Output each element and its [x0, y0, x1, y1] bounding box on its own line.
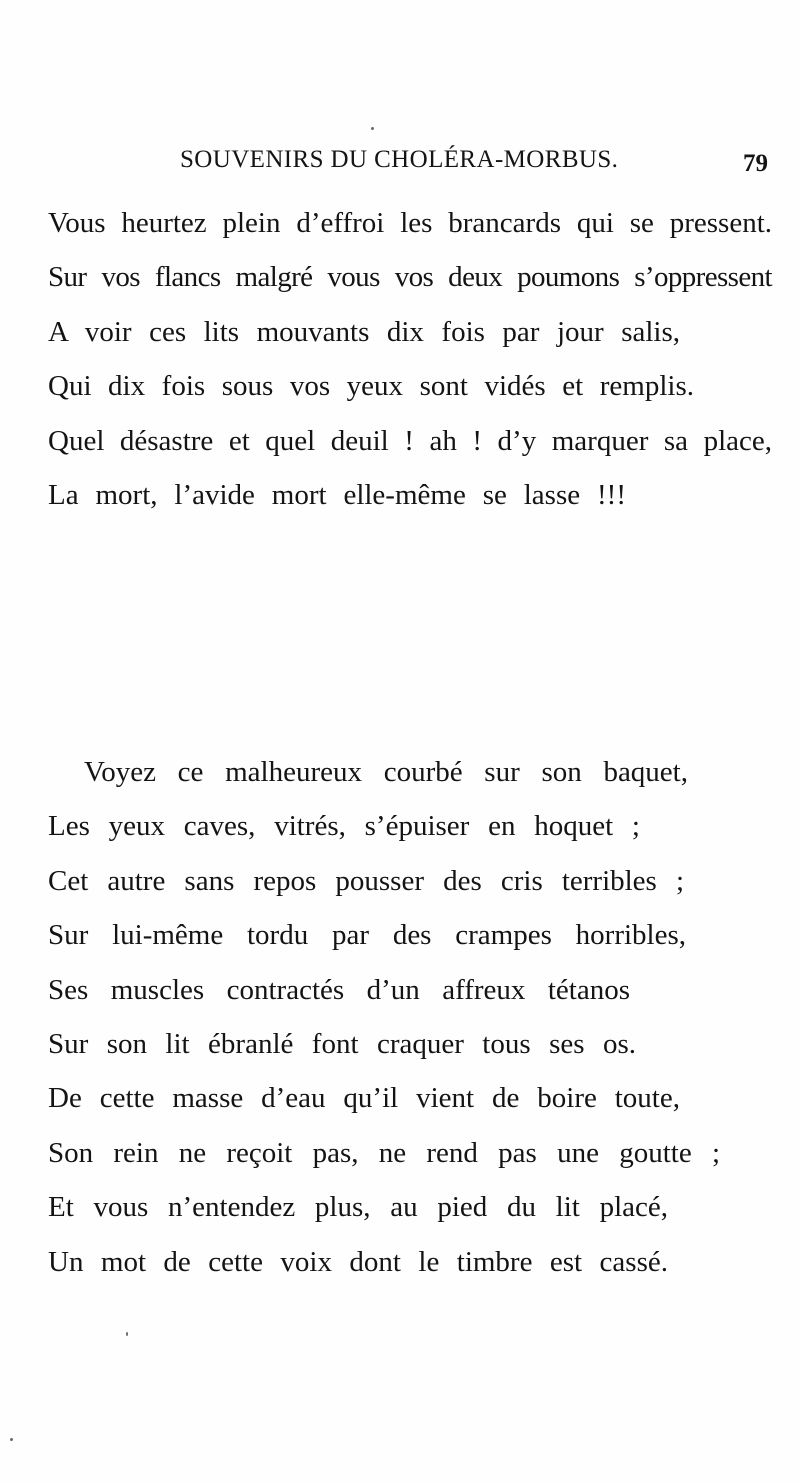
stanza-1: [48, 196, 772, 522]
verse-line: Qui dix fois sous vos yeux sont vidés et remplis.: [48, 370, 694, 403]
page-number: 79: [743, 150, 768, 177]
verse-line: Et vous n’entendez plus, au pied du lit placé,: [48, 1191, 668, 1224]
verse-line: Les yeux caves, vitrés, s’épuiser en hoquet ;: [48, 810, 640, 843]
verse-line: De cette masse d’eau qu’il vient de boire toute,: [48, 1082, 680, 1115]
verse-line: La mort, l’avide mort elle-même se lasse !!!: [48, 478, 626, 511]
verse-line: Sur lui-même tordu par des crampes horribles,: [48, 919, 686, 952]
verse-line: Quel désastre et quel deuil ! ah ! d’y marquer sa place,: [48, 424, 772, 457]
verse-line: Cet autre sans repos pousser des cris terribles ;: [48, 864, 684, 897]
verse-line: Son rein ne reçoit pas, ne rend pas une goutte ;: [48, 1136, 720, 1169]
verse-line: Vous heurtez plein d’effroi les brancards qui se pressent.: [48, 207, 772, 239]
verse-line: Sur son lit ébranlé font craquer tous ses os.: [48, 1027, 636, 1060]
paper-speck: [371, 127, 374, 130]
verse-line: Sur vos flancs malgré vous vos deux poumons s’oppressent: [48, 261, 772, 294]
verse-line: Voyez ce malheureux courbé sur son baquet,: [84, 756, 688, 788]
running-head: [48, 146, 778, 182]
verse-line: Ses muscles contractés d’un affreux tétanos: [48, 973, 630, 1006]
paper-speck: [126, 1332, 128, 1336]
verse-line: Un mot de cette voix dont le timbre est cassé.: [48, 1245, 668, 1278]
verse-line: A voir ces lits mouvants dix fois par jour salis,: [48, 315, 680, 348]
running-title: SOUVENIRS DU CHOLÉRA-MORBUS.: [180, 146, 619, 173]
stanza-2: [48, 745, 772, 1289]
paper-speck: [10, 1438, 13, 1441]
